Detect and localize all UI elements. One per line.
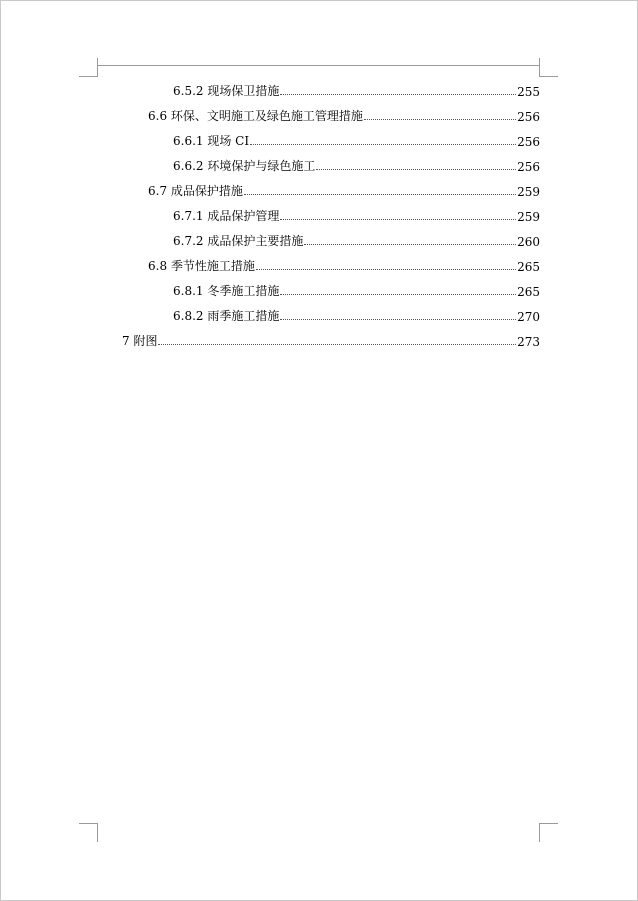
toc-entry[interactable] <box>122 329 540 349</box>
margin-corner-mark <box>539 58 558 77</box>
toc-entry[interactable] <box>173 79 540 99</box>
toc-entry-title: 6.6.2 环境保护与绿色施工 <box>173 159 316 173</box>
header-rule <box>97 65 540 66</box>
toc-dot-leader <box>316 168 516 170</box>
toc-dot-leader <box>304 243 516 245</box>
toc-dot-leader <box>250 143 516 145</box>
toc-entry-title: 6.7.1 成品保护管理 <box>173 209 280 223</box>
toc-entry-page-number: 256 <box>517 110 540 124</box>
toc-dot-leader <box>256 268 516 270</box>
toc-entry-title: 6.5.2 现场保卫措施 <box>173 84 280 98</box>
toc-entry[interactable] <box>173 304 540 324</box>
toc-entry[interactable] <box>173 129 540 149</box>
toc-entry[interactable] <box>173 279 540 299</box>
toc-entry[interactable] <box>173 229 540 249</box>
toc-entry-page-number: 259 <box>517 210 540 224</box>
toc-entry-page-number: 256 <box>517 135 540 149</box>
toc-entry-page-number: 256 <box>517 160 540 174</box>
toc-entry-page-number: 265 <box>517 260 540 274</box>
toc-entry-page-number: 255 <box>517 85 540 99</box>
toc-dot-leader <box>280 93 516 95</box>
toc-dot-leader <box>280 218 516 220</box>
margin-corner-mark <box>79 58 98 77</box>
toc-entry-title: 6.6 环保、文明施工及绿色施工管理措施 <box>148 109 363 123</box>
toc-dot-leader <box>244 193 516 195</box>
toc-entry[interactable] <box>148 104 540 124</box>
toc-entry[interactable] <box>148 179 540 199</box>
toc-entry[interactable] <box>173 154 540 174</box>
toc-entry-title: 6.8 季节性施工措施 <box>148 259 255 273</box>
toc-entry-title: 6.6.1 现场 CI <box>173 134 250 148</box>
margin-corner-mark <box>539 823 558 842</box>
toc-entry-title: 6.7 成品保护措施 <box>148 184 243 198</box>
toc-dot-leader <box>280 318 516 320</box>
toc-entry-title: 6.8.1 冬季施工措施 <box>173 284 280 298</box>
toc-entry-page-number: 270 <box>517 310 540 324</box>
toc-dot-leader <box>364 118 516 120</box>
toc-entry-page-number: 273 <box>517 335 540 349</box>
toc-entry-page-number: 265 <box>517 285 540 299</box>
toc-entry-page-number: 259 <box>517 185 540 199</box>
toc-dot-leader <box>158 343 516 345</box>
toc-entry[interactable] <box>173 204 540 224</box>
toc-entry-title: 7 附图 <box>122 334 158 348</box>
toc-entry-page-number: 260 <box>517 235 540 249</box>
toc-entry[interactable] <box>148 254 540 274</box>
toc-entry-title: 6.8.2 雨季施工措施 <box>173 309 280 323</box>
toc-dot-leader <box>280 293 516 295</box>
toc-entry-title: 6.7.2 成品保护主要措施 <box>173 234 304 248</box>
margin-corner-mark <box>79 823 98 842</box>
